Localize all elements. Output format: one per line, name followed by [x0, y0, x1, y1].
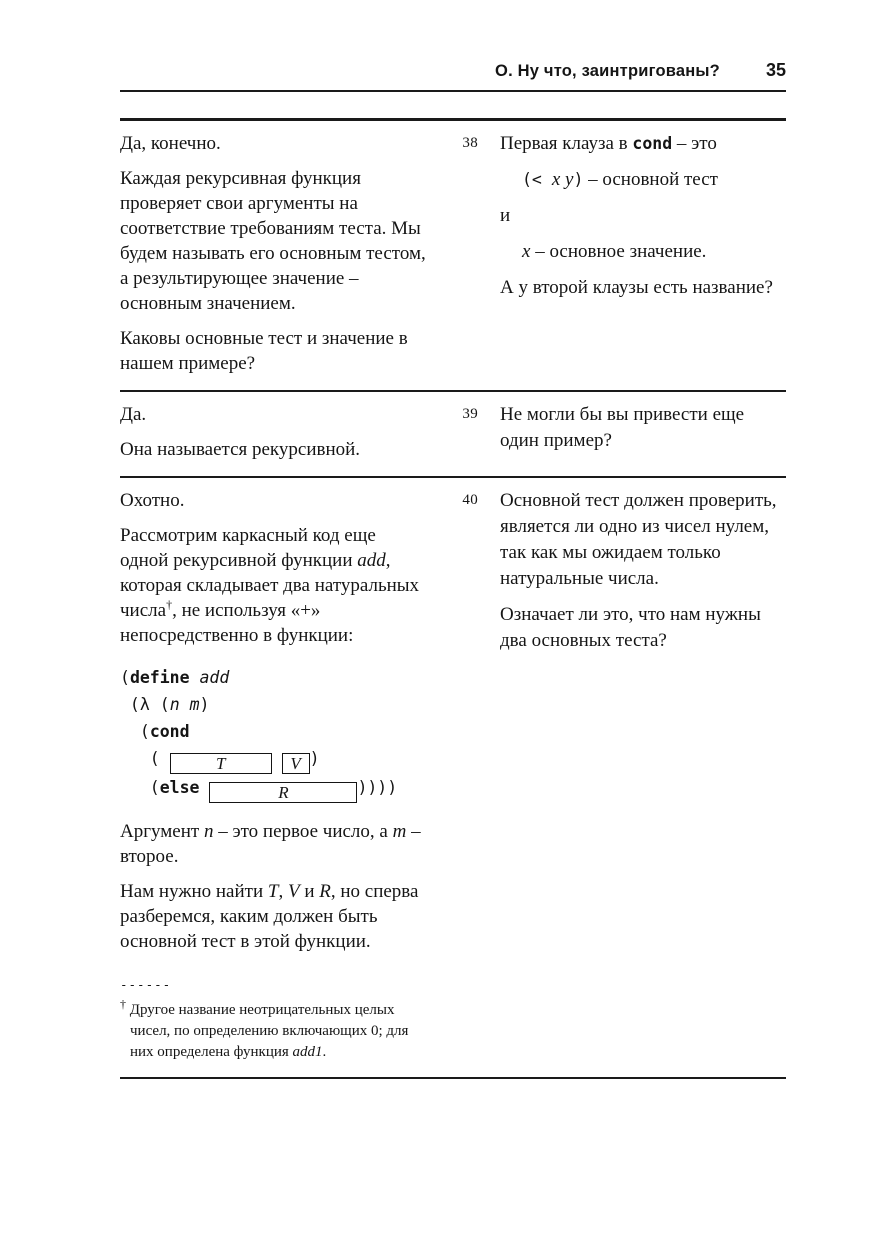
paragraph	[120, 437, 428, 462]
code-block	[120, 664, 428, 803]
paragraph	[500, 602, 786, 654]
blank-box-R	[209, 782, 357, 803]
text-segment: (	[120, 722, 150, 741]
text-segment: (<	[522, 170, 552, 189]
paragraph	[120, 819, 428, 869]
text-segment: else	[159, 778, 200, 797]
text-segment: λ	[139, 695, 150, 714]
blank-label: V	[290, 754, 301, 773]
code-line	[120, 774, 428, 803]
answer-cell	[120, 488, 428, 1063]
paragraph	[500, 167, 786, 193]
text-segment: x	[522, 241, 531, 262]
question-cell	[488, 131, 786, 376]
text-segment: add1	[292, 1044, 323, 1060]
text-segment	[272, 749, 282, 768]
text-segment: Рассмотрим каркасный код еще одной рекурсивной функции	[120, 525, 376, 571]
exchange-number: 39	[462, 406, 478, 422]
text-segment: Да.	[120, 404, 147, 425]
text-segment: ))))	[357, 778, 398, 797]
text-segment: Основной тест должен проверить, является ли одно из чисел нулем, так как мы ожидаем только натуральные числа.	[500, 490, 777, 589]
blank-box-V	[282, 753, 310, 774]
text-segment: )	[309, 749, 320, 768]
text-segment	[200, 778, 210, 797]
text-segment: – основной тест	[583, 169, 718, 190]
chapter-title: О. Ну что, заинтригованы?	[495, 62, 720, 80]
text-segment: x y	[551, 169, 574, 190]
text-segment: Первая клауза в	[500, 133, 633, 154]
paragraph	[500, 275, 786, 301]
text-segment: n	[203, 821, 214, 842]
footnote	[120, 997, 430, 1063]
paragraph	[120, 879, 428, 954]
text-segment: cond	[149, 722, 190, 741]
paragraph	[500, 131, 786, 157]
paragraph	[500, 402, 786, 454]
paragraph	[120, 166, 428, 316]
text-segment: m	[392, 821, 407, 842]
question-cell	[488, 402, 786, 462]
text-segment: Она называется рекурсивной.	[120, 439, 361, 460]
text-segment: – это первое число, а	[213, 821, 393, 842]
exchange-number: 40	[462, 492, 478, 508]
page-number: 35	[765, 60, 786, 80]
text-segment: Охотно.	[120, 490, 185, 511]
text-segment: †	[166, 597, 173, 612]
text-segment	[190, 668, 200, 687]
text-segment: ,	[278, 881, 288, 902]
code-line	[120, 745, 428, 774]
text-segment: Означает ли это, что нам нужны два основных теста?	[500, 604, 761, 651]
text-segment: – второе.	[120, 821, 421, 867]
text-segment: define	[129, 668, 190, 687]
qa-row	[120, 121, 786, 390]
text-segment: – основное значение.	[530, 241, 707, 262]
text-segment: Каждая рекурсивная функция проверяет свои аргументы на соответствие требованиям теста. Мы будем называть его основным тестом, а результирующее значение – основным значением.	[120, 168, 426, 314]
text-segment: и	[299, 881, 320, 902]
text-segment: add	[357, 550, 386, 571]
paragraph	[120, 488, 428, 513]
text-segment: (	[120, 749, 170, 768]
text-segment: – это	[672, 133, 717, 154]
text-segment: Аргумент	[120, 821, 204, 842]
blank-box-T	[170, 753, 272, 774]
exchange-number: 38	[462, 135, 478, 151]
text-segment: add	[199, 668, 230, 687]
answer-cell	[120, 402, 428, 462]
question-cell	[488, 488, 786, 1063]
text-segment: А у второй клаузы есть название?	[500, 277, 773, 298]
code-line	[120, 664, 428, 691]
text-segment: Каковы основные тест и значение в нашем примере?	[120, 328, 408, 374]
text-segment: V	[287, 881, 300, 902]
text-segment: .	[322, 1044, 327, 1060]
text-segment: (	[120, 778, 160, 797]
qa-row	[120, 476, 786, 1077]
text-segment	[180, 695, 190, 714]
paragraph	[500, 488, 786, 592]
paragraph	[120, 131, 428, 156]
text-segment: T	[267, 881, 279, 902]
text-segment: )	[199, 695, 210, 714]
text-segment: n	[169, 695, 180, 714]
paragraph	[500, 203, 786, 229]
page-content	[120, 60, 786, 1079]
text-segment: Да, конечно.	[120, 133, 221, 154]
text-segment: R	[319, 881, 331, 902]
footnote-separator: ------	[120, 977, 172, 992]
answer-cell	[120, 131, 428, 376]
running-header	[120, 60, 786, 92]
paragraph	[120, 402, 428, 427]
blank-label: R	[278, 783, 289, 802]
qa-row	[120, 390, 786, 476]
text-segment: Другое название неотрицательных целых чисел, по определению включающих 0; для них определена функция	[126, 1002, 409, 1060]
text-segment: , которая складывает два натуральных числа	[120, 550, 420, 621]
text-segment: )	[573, 170, 584, 189]
qa-dialogue-table	[120, 118, 786, 1079]
text-segment: , но сперва разберемся, каким должен быть основной тест в этой функции.	[120, 881, 419, 952]
text-segment: (	[120, 668, 130, 687]
paragraph	[500, 239, 786, 265]
text-segment: †	[120, 997, 126, 1011]
code-line	[120, 691, 428, 718]
text-segment: (	[149, 695, 170, 714]
text-segment: Нам нужно найти	[120, 881, 268, 902]
paragraph	[120, 326, 428, 376]
text-segment: cond	[632, 134, 673, 153]
text-segment: (	[120, 695, 140, 714]
text-segment: , не используя «+» непосредственно в функции:	[120, 600, 354, 646]
code-line	[120, 718, 428, 745]
text-segment: Не могли бы вы привести еще один пример?	[500, 404, 745, 451]
paragraph	[120, 523, 428, 648]
blank-label: T	[215, 754, 226, 773]
text-segment: m	[189, 695, 200, 714]
text-segment: и	[500, 205, 511, 226]
